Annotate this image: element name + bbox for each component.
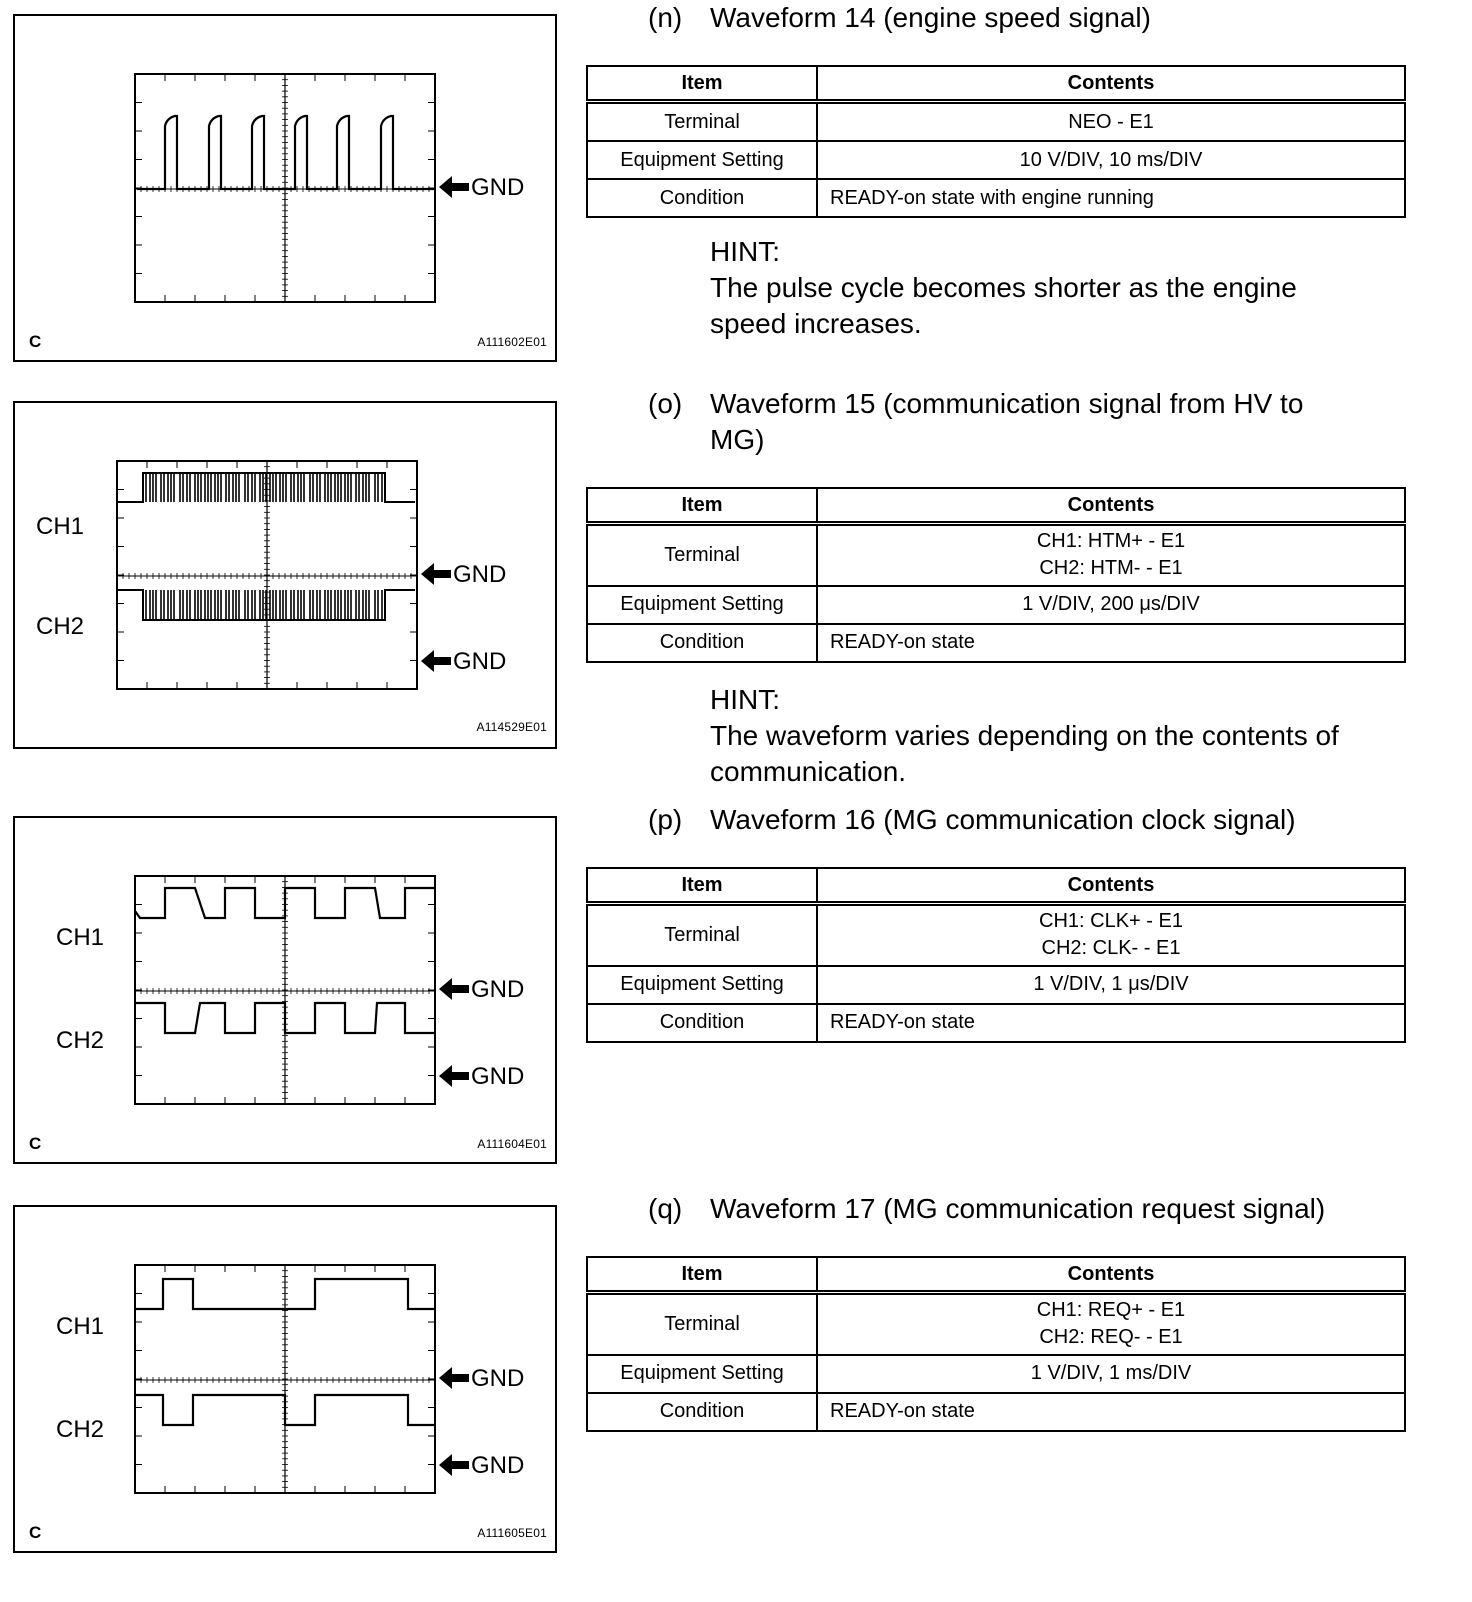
ch2-trace	[135, 1395, 435, 1425]
terminal-ch2: CH2: REQ- - E1	[1039, 1326, 1183, 1349]
ch2-trace	[135, 1003, 435, 1033]
spec-table	[586, 65, 1406, 218]
terminal-ch1: CH1: REQ+ - E1	[1036, 1299, 1186, 1322]
equipment-value: 10 V/DIV, 10 ms/DIV	[817, 141, 1405, 179]
condition-value: READY-on state	[817, 624, 1405, 662]
header-item: Item	[587, 66, 817, 102]
row-label: Equipment Setting	[587, 586, 817, 624]
header-contents: Contents	[817, 868, 1405, 904]
row-label: Terminal	[587, 1293, 817, 1355]
ch1-burst	[143, 473, 382, 502]
section-letter: (p)	[648, 804, 683, 835]
spec-table	[586, 487, 1406, 663]
table-row	[587, 1293, 1405, 1355]
gnd-arrow-icon	[421, 563, 451, 585]
section-title: Waveform 16 (MG communication clock signal)	[710, 804, 1296, 835]
table-row	[587, 904, 1405, 966]
corner-label: C	[29, 1134, 42, 1153]
row-label: Condition	[587, 179, 817, 217]
equipment-value: 1 V/DIV, 1 ms/DIV	[817, 1355, 1405, 1393]
equipment-value: 1 V/DIV, 200 μs/DIV	[817, 586, 1405, 624]
terminal-ch1: CH1: CLK+ - E1	[1039, 910, 1183, 933]
gnd-label: GND	[471, 174, 525, 201]
condition-value: READY-on state	[817, 1004, 1405, 1042]
condition-value: READY-on state with engine running	[817, 179, 1405, 217]
gnd1-label: GND	[471, 976, 525, 1003]
gnd2-label: GND	[471, 1452, 525, 1479]
gnd1-label: GND	[453, 561, 507, 588]
corner-label: C	[29, 332, 42, 351]
terminal-value: NEO - E1	[817, 102, 1405, 142]
gnd1-label: GND	[471, 1365, 525, 1392]
gnd-arrow-icon	[439, 1367, 469, 1389]
gnd-arrow-icon	[439, 1454, 469, 1476]
hint-title: HINT:	[710, 236, 780, 267]
ch1-trace	[135, 888, 435, 918]
header-item: Item	[587, 1257, 817, 1293]
spec-table	[586, 1256, 1406, 1432]
terminal-ch2: CH2: HTM- - E1	[1039, 557, 1183, 580]
table-row	[587, 1004, 1405, 1042]
ch2-label: CH2	[36, 613, 85, 640]
header-contents: Contents	[817, 488, 1405, 524]
gnd-arrow-icon	[421, 650, 451, 672]
table-header-row	[587, 66, 1405, 102]
hint-block	[710, 234, 1410, 342]
ch2-label: CH2	[56, 1027, 105, 1054]
header-contents: Contents	[817, 66, 1405, 102]
row-label: Condition	[587, 1393, 817, 1431]
ch1-trace	[137, 116, 435, 189]
table-row	[587, 179, 1405, 217]
ch2-burst	[143, 590, 382, 620]
header-item: Item	[587, 868, 817, 904]
hint-title: HINT:	[710, 684, 780, 715]
row-label: Terminal	[587, 102, 817, 142]
table-row	[587, 1355, 1405, 1393]
condition-value: READY-on state	[817, 1393, 1405, 1431]
section-title: Waveform 15 (communication signal from HV to MG)	[710, 388, 1304, 455]
terminal-value	[817, 524, 1405, 586]
header-contents: Contents	[817, 1257, 1405, 1293]
section-letter: (o)	[648, 388, 683, 419]
table-row	[587, 102, 1405, 142]
spec-table	[586, 867, 1406, 1043]
figure-waveform-17	[13, 1205, 557, 1553]
corner-label: C	[29, 1523, 42, 1542]
table-row	[587, 524, 1405, 586]
row-label: Terminal	[587, 904, 817, 966]
table-header-row	[587, 1257, 1405, 1293]
figure-id: A111602E01	[477, 335, 547, 349]
section-heading	[648, 0, 1408, 36]
gnd2-label: GND	[471, 1063, 525, 1090]
figure-waveform-14	[13, 14, 557, 362]
figure-id: A111605E01	[477, 1526, 547, 1540]
row-label: Equipment Setting	[587, 1355, 817, 1393]
table-row	[587, 141, 1405, 179]
section-letter: (q)	[648, 1193, 683, 1224]
gnd2-label: GND	[453, 648, 507, 675]
equipment-value: 1 V/DIV, 1 μs/DIV	[817, 966, 1405, 1004]
terminal-ch2: CH2: CLK- - E1	[1041, 937, 1181, 960]
row-label: Condition	[587, 1004, 817, 1042]
hint-text: The pulse cycle becomes shorter as the engine speed increases.	[710, 272, 1297, 339]
table-row	[587, 966, 1405, 1004]
table-header-row	[587, 488, 1405, 524]
ch1-label: CH1	[56, 1313, 105, 1340]
figure-id: A111604E01	[477, 1137, 547, 1151]
table-row	[587, 1393, 1405, 1431]
ch1-label: CH1	[36, 513, 85, 540]
row-label: Condition	[587, 624, 817, 662]
ch1-label: CH1	[56, 924, 105, 951]
section-heading	[648, 386, 1408, 458]
gnd-arrow-icon	[439, 978, 469, 1000]
terminal-value	[817, 1293, 1405, 1355]
terminal-value	[817, 904, 1405, 966]
table-header-row	[587, 868, 1405, 904]
row-label: Terminal	[587, 524, 817, 586]
header-item: Item	[587, 488, 817, 524]
hint-block	[710, 682, 1410, 790]
section-letter: (n)	[648, 2, 683, 33]
figure-id: A114529E01	[476, 720, 547, 734]
gnd-arrow-icon	[439, 1065, 469, 1087]
gnd-arrow-icon	[439, 176, 469, 198]
table-row	[587, 624, 1405, 662]
table-row	[587, 586, 1405, 624]
section-heading	[648, 1191, 1408, 1227]
ch2-label: CH2	[56, 1416, 105, 1443]
section-heading	[648, 802, 1408, 838]
row-label: Equipment Setting	[587, 966, 817, 1004]
row-label: Equipment Setting	[587, 141, 817, 179]
terminal-ch1: CH1: HTM+ - E1	[1036, 530, 1186, 553]
hint-text: The waveform varies depending on the contents of communication.	[710, 720, 1339, 787]
section-title: Waveform 14 (engine speed signal)	[710, 2, 1151, 33]
figure-waveform-16	[13, 816, 557, 1164]
figure-waveform-15	[13, 401, 557, 749]
section-title: Waveform 17 (MG communication request signal)	[710, 1193, 1326, 1224]
